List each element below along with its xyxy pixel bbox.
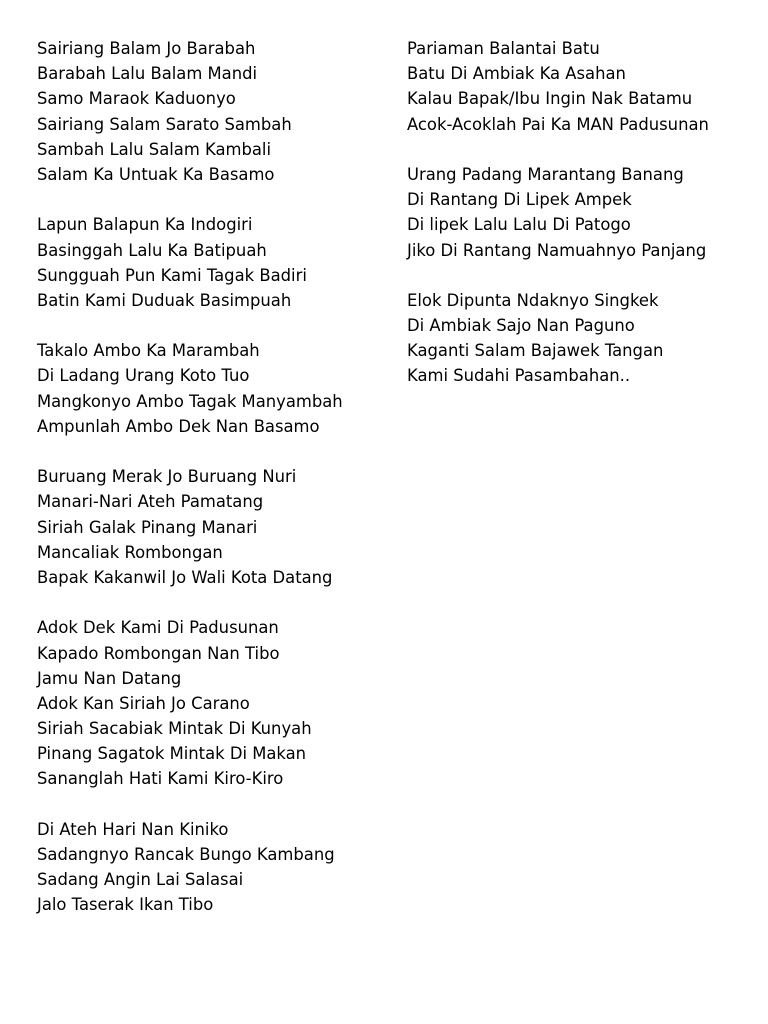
poem-line: Jalo Taserak Ikan Tibo — [37, 895, 214, 915]
stanza — [37, 817, 377, 918]
stanza — [37, 212, 377, 313]
poem-line: Kapado Rombongan Nan Tibo — [37, 643, 280, 663]
poem-line: Elok Dipunta Ndaknyo Singkek — [407, 290, 659, 310]
stanza — [37, 338, 377, 439]
stanza — [37, 464, 377, 590]
right-column — [407, 36, 747, 414]
poem-line: Batin Kami Duduak Basimpuah — [37, 290, 292, 310]
poem-line: Di Ladang Urang Koto Tuo — [37, 366, 250, 386]
poem-line: Buruang Merak Jo Buruang Nuri — [37, 467, 297, 487]
poem-line: Lapun Balapun Ka Indogiri — [37, 215, 253, 235]
poem-line: Kaganti Salam Bajawek Tangan — [407, 341, 664, 361]
poem-line: Takalo Ambo Ka Marambah — [37, 341, 260, 361]
poem-line: Sungguah Pun Kami Tagak Badiri — [37, 265, 307, 285]
poem-line: Pariaman Balantai Batu — [407, 39, 600, 58]
stanza — [407, 288, 747, 389]
left-column — [37, 36, 377, 943]
poem-line: Salam Ka Untuak Ka Basamo — [37, 164, 275, 184]
poem-line: Urang Padang Marantang Banang — [407, 164, 684, 184]
poem-line: Di Ateh Hari Nan Kiniko — [37, 819, 229, 839]
poem-line: Siriah Galak Pinang Manari — [37, 517, 258, 537]
poem-line: Pinang Sagatok Mintak Di Makan — [37, 744, 307, 764]
stanza — [407, 162, 747, 263]
poem-line: Ampunlah Ambo Dek Nan Basamo — [37, 416, 320, 436]
poem-line: Kami Sudahi Pasambahan.. — [407, 366, 631, 386]
poem-line: Sairiang Salam Sarato Sambah — [37, 114, 292, 134]
poem-line: Barabah Lalu Balam Mandi — [37, 64, 258, 84]
poem-line: Sananglah Hati Kami Kiro-Kiro — [37, 769, 284, 789]
poem-line: Bapak Kakanwil Jo Wali Kota Datang — [37, 567, 333, 587]
stanza — [37, 36, 377, 187]
poem-line: Kalau Bapak/Ibu Ingin Nak Batamu — [407, 89, 693, 109]
poem-line: Manari-Nari Ateh Pamatang — [37, 492, 264, 512]
poem-line: Sadangnyo Rancak Bungo Kambang — [37, 845, 335, 864]
poem-line: Adok Kan Siriah Jo Carano — [37, 693, 250, 713]
stanza — [37, 615, 377, 791]
poem-line: Di Ambiak Sajo Nan Paguno — [407, 316, 635, 336]
poem-line: Acok-Acoklah Pai Ka MAN Padusunan — [407, 114, 709, 134]
poem-line: Jiko Di Rantang Namuahnyo Panjang — [407, 240, 707, 260]
poem-line: Samo Maraok Kaduonyo — [37, 89, 236, 109]
poem-line: Di lipek Lalu Lalu Di Patogo — [407, 215, 631, 235]
poem-line: Mancaliak Rombongan — [37, 542, 223, 562]
poem-line: Basinggah Lalu Ka Batipuah — [37, 240, 267, 260]
poem-line: Sambah Lalu Salam Kambali — [37, 139, 272, 159]
poem-line: Adok Dek Kami Di Padusunan — [37, 618, 279, 638]
poem-line: Mangkonyo Ambo Tagak Manyambah — [37, 391, 343, 411]
poem-line: Sairiang Balam Jo Barabah — [37, 39, 256, 58]
poem-line: Jamu Nan Datang — [37, 668, 182, 688]
poem-line: Sadang Angin Lai Salasai — [37, 870, 244, 890]
poem-line: Di Rantang Di Lipek Ampek — [407, 190, 632, 210]
stanza — [407, 36, 747, 137]
poem-line: Batu Di Ambiak Ka Asahan — [407, 64, 626, 84]
poem-line: Siriah Sacabiak Mintak Di Kunyah — [37, 719, 312, 739]
